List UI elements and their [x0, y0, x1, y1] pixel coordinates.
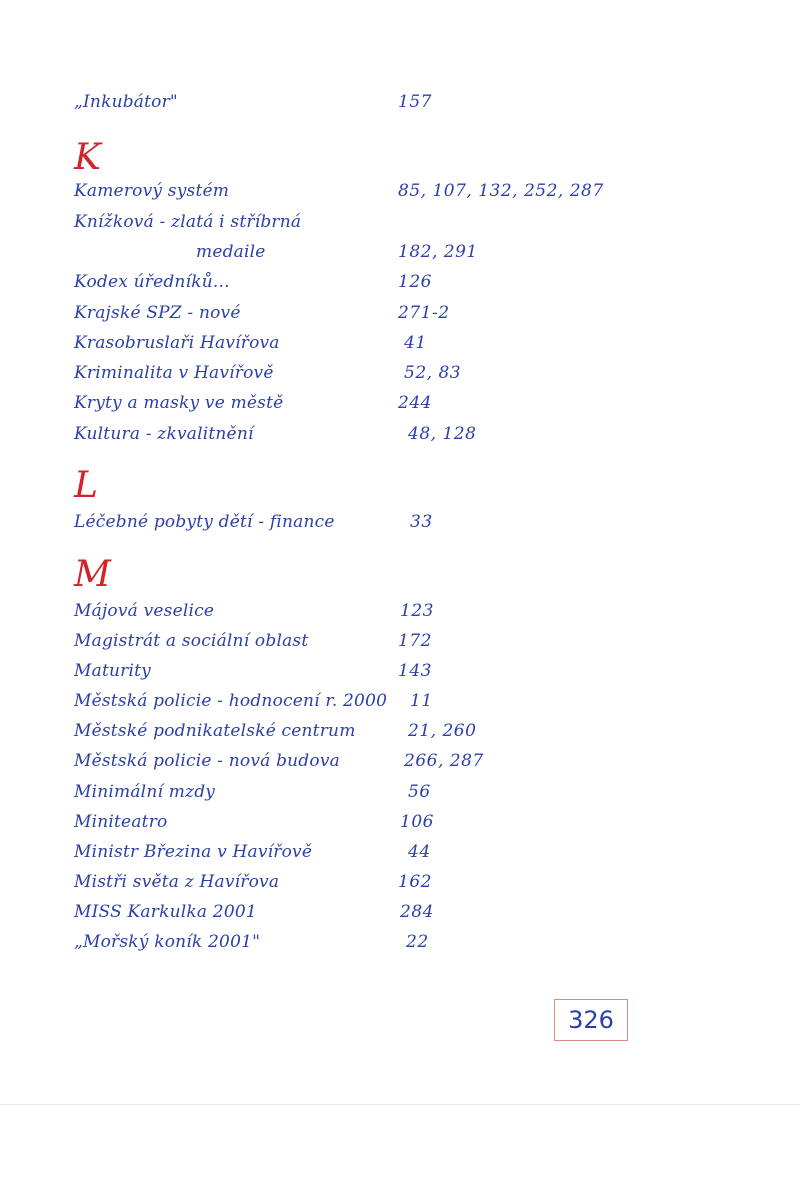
- list-item: [0, 92, 800, 122]
- index-term: „Inkubátor": [74, 92, 178, 112]
- section-letter-m: M: [74, 554, 111, 595]
- index-term: Městská policie - nová budova: [74, 751, 340, 771]
- index-pages: 44: [408, 842, 431, 862]
- index-pages: 162: [398, 872, 432, 892]
- index-pages: 41: [404, 333, 427, 353]
- list-item: [0, 272, 800, 302]
- index-term: Mistři světa z Havířova: [74, 872, 280, 892]
- index-term: Kodex úředníků...: [74, 272, 230, 292]
- index-pages: 126: [398, 272, 432, 292]
- list-item: [0, 721, 800, 751]
- index-pages: 106: [400, 812, 434, 832]
- page-number: 326: [554, 999, 628, 1041]
- index-pages: 172: [398, 631, 432, 651]
- index-pages: 48, 128: [408, 424, 477, 444]
- list-item: [0, 333, 800, 363]
- index-pages: 143: [398, 661, 432, 681]
- index-term: medaile: [196, 242, 266, 262]
- index-pages: 271-2: [398, 303, 450, 323]
- list-item: [0, 512, 800, 542]
- list-item: [0, 932, 800, 962]
- index-pages: 21, 260: [408, 721, 477, 741]
- index-pages: 85, 107, 132, 252, 287: [398, 181, 604, 201]
- index-pages: 123: [400, 601, 434, 621]
- list-item: [0, 782, 800, 812]
- index-term: Krasobruslaři Havířova: [74, 333, 280, 353]
- index-term: Léčebné pobyty dětí - finance: [74, 512, 335, 532]
- index-pages: 157: [398, 92, 432, 112]
- index-pages: 22: [406, 932, 429, 952]
- section-letter-l: L: [74, 465, 98, 506]
- index-term: Městské podnikatelské centrum: [74, 721, 356, 741]
- section-letter-k: K: [74, 137, 101, 178]
- index-pages: 182, 291: [398, 242, 478, 262]
- index-term: Městská policie - hodnocení r. 2000: [74, 691, 388, 711]
- list-item: [0, 661, 800, 691]
- index-pages: 33: [410, 512, 433, 532]
- list-item: [0, 181, 800, 211]
- page-edge-divider: [0, 1104, 800, 1105]
- list-item: [0, 363, 800, 393]
- list-item: [0, 842, 800, 872]
- index-pages: 11: [410, 691, 433, 711]
- index-term: Miniteatro: [74, 812, 168, 832]
- list-item: [0, 902, 800, 932]
- index-term: Kriminalita v Havířově: [74, 363, 274, 383]
- list-item: [0, 812, 800, 842]
- index-term: Minimální mzdy: [74, 782, 216, 802]
- index-term: Kultura - zkvalitnění: [74, 424, 254, 444]
- index-term: Krajské SPZ - nové: [74, 303, 241, 323]
- index-term: Májová veselice: [74, 601, 215, 621]
- index-term: Magistrát a sociální oblast: [74, 631, 309, 651]
- index-term: „Mořský koník 2001": [74, 932, 261, 952]
- index-term: Kamerový systém: [74, 181, 230, 201]
- index-pages: 266, 287: [404, 751, 484, 771]
- index-term: Kryty a masky ve městě: [74, 393, 284, 413]
- list-item: [0, 601, 800, 631]
- list-item: [0, 424, 800, 454]
- index-pages: 244: [398, 393, 432, 413]
- list-item: [0, 691, 800, 721]
- list-item: [0, 212, 800, 242]
- list-item: [0, 631, 800, 661]
- index-term: Ministr Březina v Havířově: [74, 842, 313, 862]
- index-pages: 284: [400, 902, 434, 922]
- index-pages: 56: [408, 782, 431, 802]
- list-item: [0, 872, 800, 902]
- list-item: [0, 393, 800, 423]
- index-term: Maturity: [74, 661, 151, 681]
- list-item: [0, 303, 800, 333]
- index-pages: 52, 83: [404, 363, 462, 383]
- index-term: Knížková - zlatá i stříbrná: [74, 212, 302, 232]
- list-item: [0, 751, 800, 781]
- index-term: MISS Karkulka 2001: [74, 902, 257, 922]
- list-item: [0, 242, 800, 272]
